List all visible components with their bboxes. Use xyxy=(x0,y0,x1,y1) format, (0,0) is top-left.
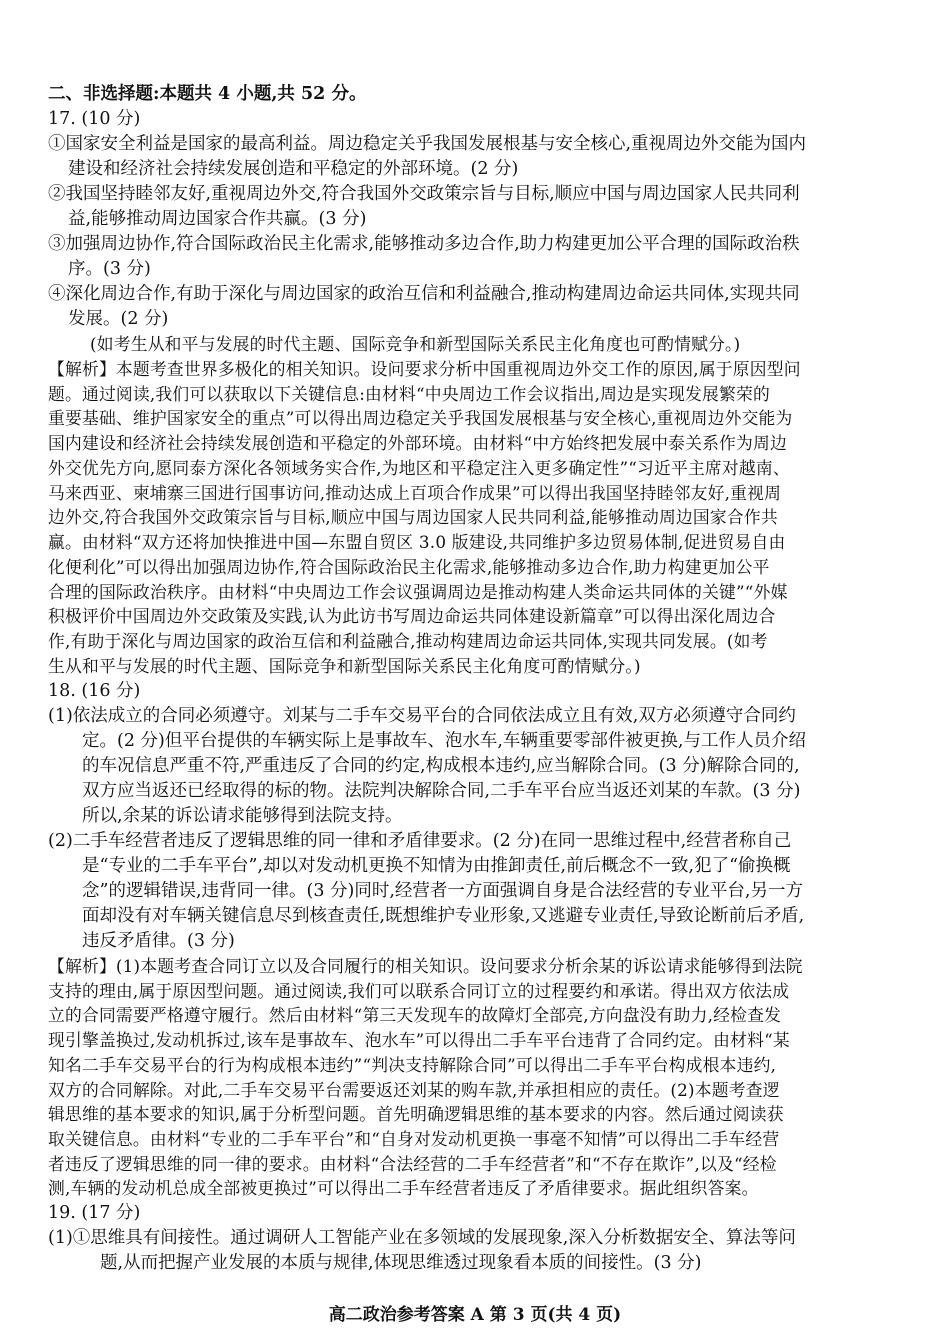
q17-line: 发展。(2 分) xyxy=(68,309,169,329)
q17-analysis-line: 积极评价中国周边外交政策及实践,认为此访书写周边命运共同体建设新篇章”可以得出深化周边合 xyxy=(48,606,776,626)
q18-line: 念”的逻辑错误,违背同一律。(3 分)同时,经营者一方面强调自身是合法经营的专业平台,另一方 xyxy=(82,881,803,901)
q18-line: 是“专业的二手车平台”,却以对发动机更换不知情为由推卸责任,前后概念不一致,犯了“偷换概 xyxy=(82,856,791,876)
section-heading: 二、非选择题:本题共 4 小题,共 52 分。 xyxy=(48,84,367,104)
q18-analysis-line: 立的合同需要严格遵守履行。然后由材料“第三天发现车的故障灯全部亮,方向盘没有助力,经检查发 xyxy=(48,1005,782,1025)
q17-scoring-note: (如考生从和平与发展的时代主题、国际竞争和新型国际关系民主化角度也可酌情赋分。) xyxy=(90,334,741,354)
q18-line: 违反矛盾律。(3 分) xyxy=(82,931,235,951)
q17-analysis-line: 赢。由材料“双方还将加快推进中国—东盟自贸区 3.0 版建设,共同维护多边贸易体制,促进贸易自由 xyxy=(48,532,786,552)
q18-analysis-line: 测,车辆的发动机总成全部被更换过”可以得出二手车经营者违反了矛盾律要求。据此组织答案。 xyxy=(48,1178,759,1198)
q18-analysis-line: 【解析】(1)本题考查合同订立以及合同履行的相关知识。设问要求分析余某的诉讼请求能够得到法院 xyxy=(48,956,803,976)
q17-analysis-line: 国内建设和经济社会持续发展创造和平稳定的外部环境。由材料“中方始终把发展中泰关系作为周边 xyxy=(48,433,787,453)
page-footer: 高二政治参考答案 A 第 3 页(共 4 页) xyxy=(328,1305,622,1325)
q18-line: 定。(2 分)但平台提供的车辆实际上是事故车、泡水车,车辆重要零部件被更换,与工作人员介绍 xyxy=(82,731,806,751)
q18-analysis-line: 知名二手车交易平台的行为构成根本违约”“判决支持解除合同”可以得出二手车平台构成根本违约, xyxy=(48,1055,777,1075)
q17-analysis-line: 生从和平与发展的时代主题、国际竞争和新型国际关系民主化角度可酌情赋分。) xyxy=(48,656,641,676)
q18-analysis-line: 取关键信息。由材料“专业的二手车平台”和“自身对发动机更换一事毫不知情”可以得出二手车经营 xyxy=(48,1129,780,1149)
q18-analysis-line: 现引擎盖换过,发动机拆过,该车是事故车、泡水车”可以得出二手车平台违背了合同约定。由材料“某 xyxy=(48,1030,790,1050)
q17-analysis-line: 边外交,符合我国外交政策宗旨与目标,顺应中国与周边国家人民共同利益,能够推动周边国家合作共 xyxy=(48,507,778,527)
q19-line: 题,从而把握产业发展的本质与规律,体现思维透过现象看本质的间接性。(3 分) xyxy=(100,1253,702,1273)
q18-analysis-line: 双方的合同解除。对此,二手车交易平台需要返还刘某的购车款,并承担相应的责任。(2)本题考查逻 xyxy=(48,1080,780,1100)
q17-analysis-line: 马来西亚、柬埔寨三国进行国事访问,推动达成上百项合作成果”可以得出我国坚持睦邻友好,重视周 xyxy=(48,483,782,503)
q17-line: 序。(3 分) xyxy=(68,259,151,279)
q17-line: ①国家安全利益是国家的最高利益。周边稳定关乎我国发展根基与安全核心,重视周边外交能为国内 xyxy=(48,134,807,154)
q18-analysis-line: 支持的理由,属于原因型问题。通过阅读,我们可以联系合同订立的过程要约和承诺。得出双方依法成 xyxy=(48,981,790,1001)
q17-analysis-line: 外交优先方向,愿同泰方深化各领域务实合作,为地区和平稳定注入更多确定性”“习近平主席对越南、 xyxy=(48,458,790,478)
q17-analysis-line: 题。通过阅读,我们可以获取以下关键信息:由材料“中央周边工作会议指出,周边是实现发展繁荣的 xyxy=(48,384,770,404)
q18-line: (1)依法成立的合同必须遵守。刘某与二手车交易平台的合同依法成立且有效,双方必须遵守合同约 xyxy=(48,706,796,726)
q17-line: 建设和经济社会持续发展创造和平稳定的外部环境。(2 分) xyxy=(68,159,519,179)
q18-line: 面却没有对车辆关键信息尽到核查责任,既想维护专业形象,又逃避专业责任,导致论断前后矛盾, xyxy=(82,906,805,926)
q18-line: (2)二手车经营者违反了逻辑思维的同一律和矛盾律要求。(2 分)在同一思维过程中,经营者称自己 xyxy=(48,831,792,851)
q18-line: 所以,余某的诉讼请求能够得到法院支持。 xyxy=(82,806,403,826)
q17-line: ②我国坚持睦邻友好,重视周边外交,符合我国外交政策宗旨与目标,顺应中国与周边国家人民共同利 xyxy=(48,184,800,204)
q17-heading: 17. (10 分) xyxy=(48,109,141,129)
q19-heading: 19. (17 分) xyxy=(48,1203,141,1223)
q18-line: 双方应当返还已经取得的标的物。法院判决解除合同,二手车平台应当返还刘某的车款。(3 分) xyxy=(82,781,801,801)
q17-analysis-line: 作,有助于深化与周边国家的政治互信和利益融合,推动构建周边命运共同体,实现共同发展。(如考 xyxy=(48,631,768,651)
q17-line: ③加强周边协作,符合国际政治民主化需求,能够推动多边合作,助力构建更加公平合理的国际政治秩 xyxy=(48,234,800,254)
q17-line: ④深化周边合作,有助于深化与周边国家的政治互信和利益融合,推动构建周边命运共同体,实现共同 xyxy=(48,284,800,304)
q17-analysis-line: 【解析】本题考查世界多极化的相关知识。设问要求分析中国重视周边外交工作的原因,属于原因型问 xyxy=(48,359,801,379)
q18-line: 的车况信息严重不符,严重违反了合同的约定,构成根本违约,应当解除合同。(3 分)解除合同的, xyxy=(82,756,800,776)
q17-analysis-line: 合理的国际政治秩序。由材料“中央周边工作会议强调周边是推动构建人类命运共同体的关键”“外媒 xyxy=(48,582,788,602)
q17-analysis-line: 重要基础、维护国家安全的重点”可以得出周边稳定关乎我国发展根基与安全核心,重视周边外交能为 xyxy=(48,408,793,428)
q19-line: (1)①思维具有间接性。通过调研人工智能产业在多领域的发展现象,深入分析数据安全、算法等问 xyxy=(48,1228,796,1248)
q18-analysis-line: 辑思维的基本要求的知识,属于分析型问题。首先明确逻辑思维的基本要求的内容。然后通过阅读获 xyxy=(48,1104,784,1124)
q17-analysis-line: 化便利化”可以得出加强周边协作,符合国际政治民主化需求,能够推动多边合作,助力构建更加公平 xyxy=(48,557,770,577)
q18-heading: 18. (16 分) xyxy=(48,681,141,701)
q18-analysis-line: 者违反了逻辑思维的同一律的要求。由材料“合法经营的二手车经营者”和“不存在欺诈”,以及“经检 xyxy=(48,1154,777,1174)
q17-line: 益,能够推动周边国家合作共赢。(3 分) xyxy=(68,209,367,229)
